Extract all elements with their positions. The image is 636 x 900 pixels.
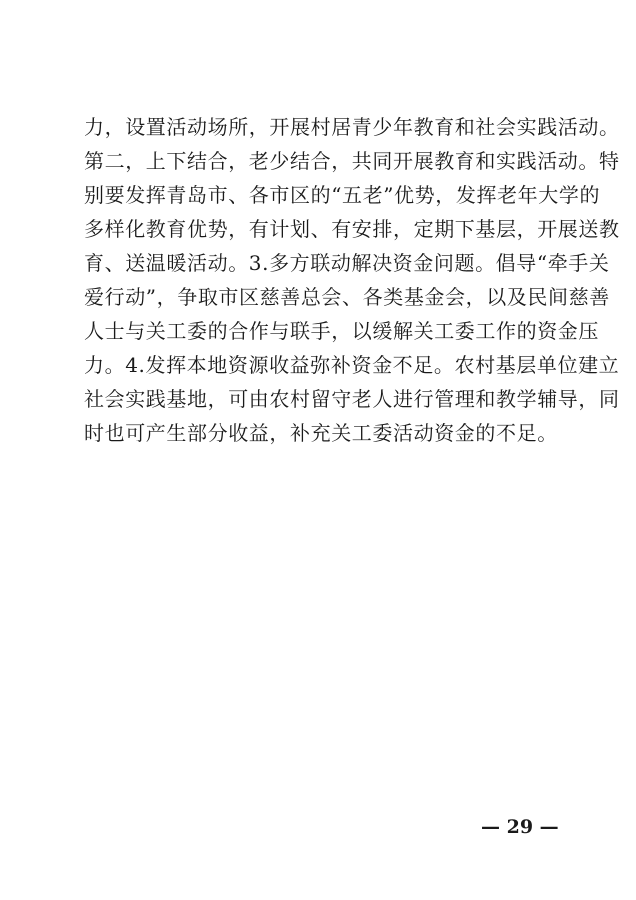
text-line: 爱行动”，争取市区慈善总会、各类基金会，以及民间慈善	[84, 285, 610, 309]
text-line: 时也可产生部分收益，补充关工委活动资金的不足。	[84, 421, 558, 445]
text-line: 第二，上下结合，老少结合，共同开展教育和实践活动。特	[84, 149, 620, 173]
text-line: 育、送温暖活动。3.多方联动解决资金问题。倡导“牵手关	[84, 251, 610, 275]
text-line: 力。4.发挥本地资源收益弥补资金不足。农村基层单位建立	[84, 353, 620, 377]
page-number: — 29 —	[481, 816, 559, 838]
text-line: 别要发挥青岛市、各市区的“五老”优势，发挥老年大学的	[84, 183, 601, 207]
text-line: 社会实践基地，可由农村留守老人进行管理和教学辅导，同	[84, 387, 620, 411]
text-line: 人士与关工委的合作与联手，以缓解关工委工作的资金压	[84, 319, 599, 343]
body-paragraph	[84, 110, 620, 450]
text-line: 力，设置活动场所，开展村居青少年教育和社会实践活动。	[84, 115, 620, 139]
text-line: 多样化教育优势，有计划、有安排，定期下基层，开展送教	[84, 217, 620, 241]
